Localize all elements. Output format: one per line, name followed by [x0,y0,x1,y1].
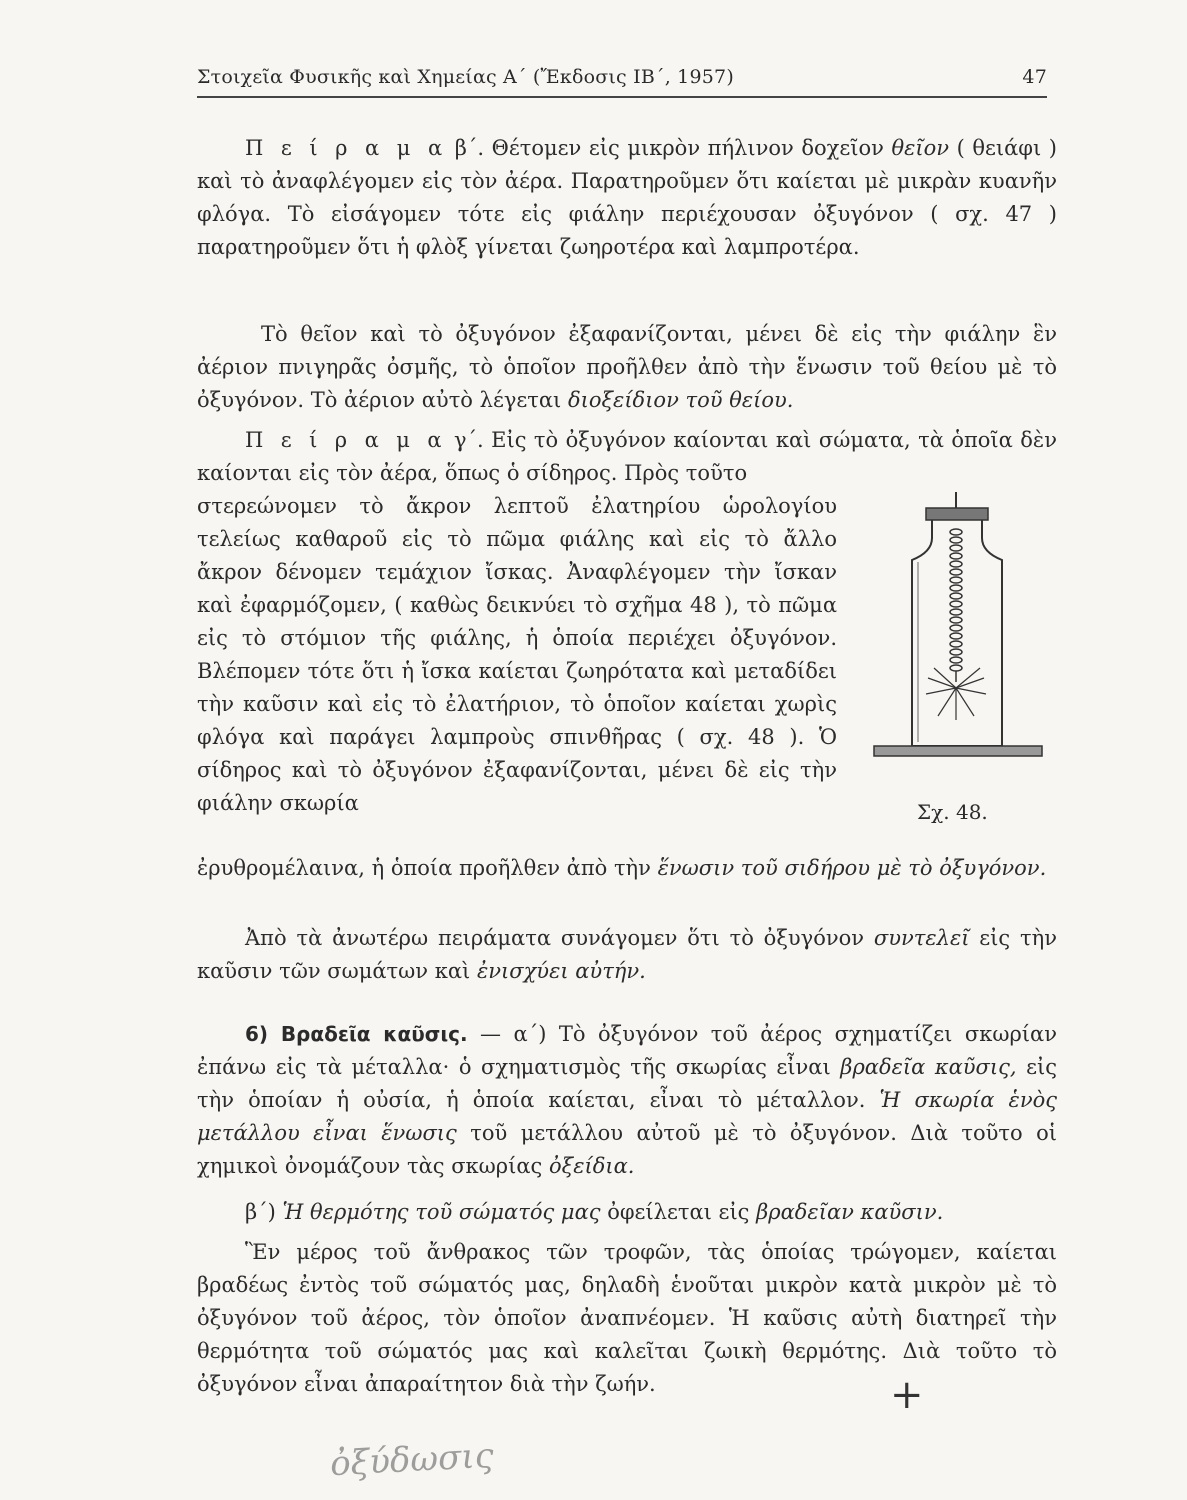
bottle-spring-figure [868,492,1048,782]
spring-coil-icon [950,529,962,682]
section-heading: 6) Βραδεῖα καῦσις. [245,1022,468,1046]
handwritten-note: ὀξύδωσις [329,1435,495,1485]
stopper-icon [926,508,988,520]
handwritten-mark: + [890,1372,924,1418]
paragraph-experiment-c-end: ἐρυθρομέλαινα, ἡ ὁποία προῆλθεν ἀπὸ τὴν ἕνωσιν τοῦ σιδήρου μὲ τὸ ὀξυγόνον. [197,856,1047,880]
figure-caption: Σχ. 48. [917,800,988,824]
paragraph-experiment-b: Π ε ί ρ α μ α β΄. Θέτομεν εἰς μικρὸν πήλινον δοχεῖον θεῖον ( θειάφι ) καὶ τὸ ἀναφλέγομεν εἰς τὸν ἀέρα. Παρατηροῦμεν ὅτι καίεται μὲ μικρὰν κυανῆν φλόγα. Τὸ εἰσάγομεν τότε εἰς φιάλην περιέχουσαν ὀξυγόνον ( σχ. 47 ) παρατηροῦμεν ὅτι ἡ φλὸξ γίνεται ζωηροτέρα καὶ λαμπροτέρα. [197,136,1057,259]
base-plate-icon [874,746,1042,756]
paragraph-body-heat: β΄) Ἡ θερμότης τοῦ σώματός μας ὀφείλεται εἰς βραδεῖαν καῦσιν. [245,1200,944,1224]
page-number: 47 [1022,66,1047,88]
running-title: Στοιχεῖα Φυσικῆς καὶ Χημείας Α΄ (Ἔκδοσις ΙΒ΄, 1957) [197,66,734,88]
paragraph-sulfur-dioxide: Τὸ θεῖον καὶ τὸ ὀξυγόνον ἐξαφανίζονται, μένει δὲ εἰς τὴν φιάλην ἓν ἀέριον πνιγηρᾶς ὀσμῆς, τὸ ὁποῖον προῆλθεν ἀπὸ τὴν ἕνωσιν τοῦ θείου μὲ τὸ ὀξυγόνον. Τὸ ἀέριον αὐτὸ λέγεται διοξείδιον τοῦ θείου. [197,322,1057,412]
paragraph-animal-heat: Ἓν μέρος τοῦ ἄνθρακος τῶν τροφῶν, τὰς ὁποίας τρώγομεν, καίεται βραδέως ἐντὸς τοῦ σώματός μας, δηλαδὴ ἑνοῦται μικρὸν κατὰ μικρὸν μὲ τὸ ὀξυγόνον τοῦ ἀέρος, τὸν ὁποῖον ἀναπνέομεν. Ἡ καῦσις αὐτὴ διατηρεῖ τὴν θερμότητα τοῦ σώματός μας καὶ καλεῖται ζωικὴ θερμότης. Διὰ τοῦτο τὸ ὀξυγόνον εἶναι ἀπαραίτητον διὰ τὴν ζωήν. [197,1240,1057,1396]
paragraph-experiment-c-intro: Π ε ί ρ α μ α γ΄. Εἰς τὸ ὀξυγόνον καίονται καὶ σώματα, τὰ ὁποῖα δὲν καίονται εἰς τὸν ἀέρα, ὅπως ὁ σίδηρος. Πρὸς τοῦτο [197,428,1057,485]
running-header [197,66,1047,98]
paragraph-experiment-c-body: στερεώνομεν τὸ ἄκρον λεπτοῦ ἐλατηρίου ὡρολογίου τελείως καθαροῦ εἰς τὸ πῶμα φιάλης καὶ εἰς τὸ ἄλλο ἄκρον δένομεν τεμάχιον ἴσκας. Ἀναφλέγομεν τὴν ἴσκαν καὶ ἐφαρμόζομεν, ( καθὼς δεικνύει τὸ σχῆμα 48 ), τὸ πῶμα εἰς τὸ στόμιον τῆς φιάλης, ἡ ὁποία περιέχει ὀξυγόνον. Βλέπομεν τότε ὅτι ἡ ἴσκα καίεται ζωηρότατα καὶ μεταδίδει τὴν καῦσιν καὶ εἰς τὸ ἐλατήριον, τὸ ὁποῖον καίεται χωρὶς φλόγα καὶ παράγει λαμπροὺς σπινθῆρας ( σχ. 48 ). Ὁ σίδηρος καὶ τὸ ὀξυγόνον ἐξαφανίζονται, μένει δὲ εἰς τὴν φιάλην σκωρία [197,494,837,815]
section-slow-combustion: 6) Βραδεῖα καῦσις. — α΄) Τὸ ὀξυγόνον τοῦ ἀέρος σχηματίζει σκωρίαν ἐπάνω εἰς τὰ μέταλλα· ὁ σχηματισμὸς τῆς σκωρίας εἶναι βραδεῖα καῦσις, εἰς τὴν ὁποίαν ἡ οὐσία, ἡ ὁποία καίεται, εἶναι τὸ μέταλλον. Ἡ σκωρία ἑνὸς μετάλλου εἶναι ἕνωσις τοῦ μετάλλου αὐτοῦ μὲ τὸ ὀξυγόνον. Διὰ τοῦτο οἱ χημικοὶ ὀνομάζουν τὰς σκωρίας ὀξείδια. [197,1022,1058,1178]
paragraph-conclusion: Ἀπὸ τὰ ἀνωτέρω πειράματα συνάγομεν ὅτι τὸ ὀξυγόνον συντελεῖ εἰς τὴν καῦσιν τῶν σωμάτων καὶ ἐνισχύει αὐτήν. [197,926,1057,983]
